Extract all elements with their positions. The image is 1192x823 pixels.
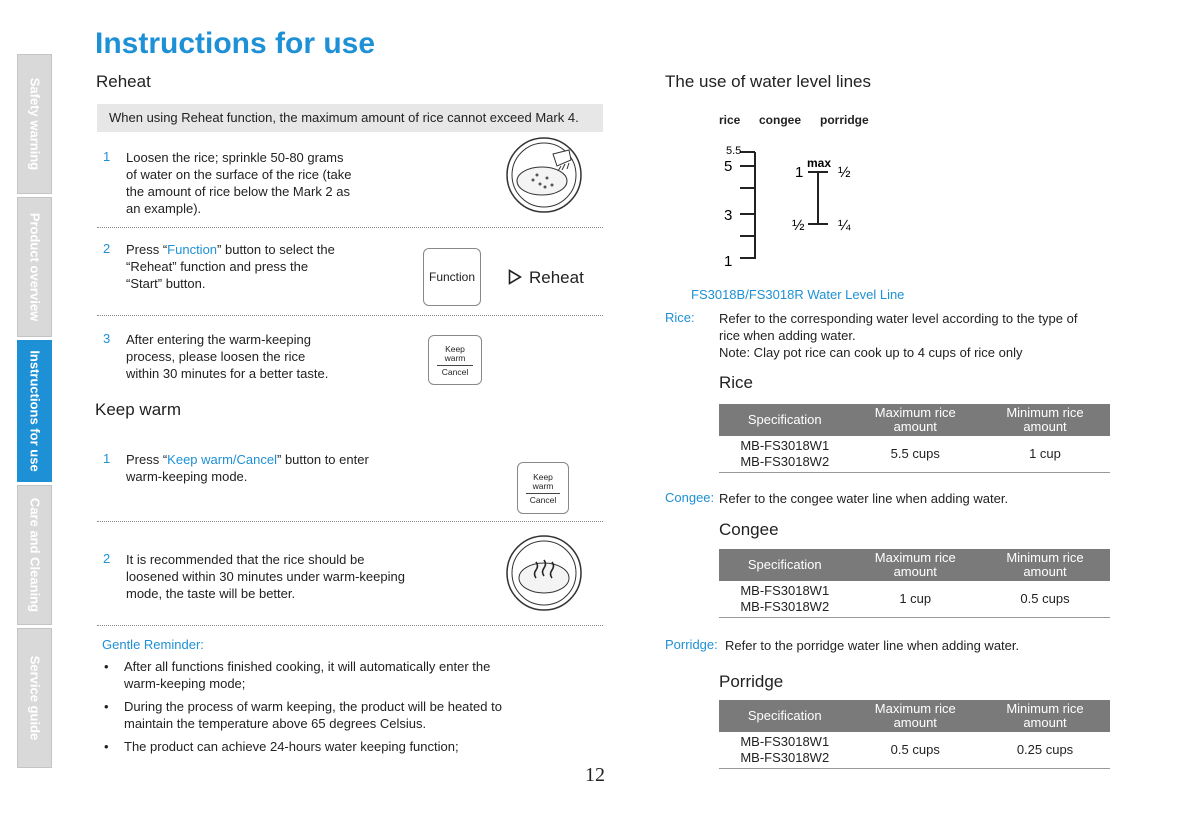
table-header: Minimum rice amount <box>980 549 1110 581</box>
table-header: Specification <box>719 700 851 732</box>
left-mark: ½ <box>792 217 805 234</box>
scale-label: 1 <box>724 253 733 270</box>
step-number: 3 <box>103 331 111 346</box>
tab-care-and-cleaning[interactable]: Care and Cleaning <box>17 485 52 625</box>
tab-safety-warning[interactable]: Safety warning <box>17 54 52 194</box>
step-number: 1 <box>103 451 111 466</box>
step-number: 2 <box>103 551 111 566</box>
max-label: max <box>807 156 832 170</box>
reminder-heading: Gentle Reminder: <box>102 637 204 652</box>
scale-top-label: 5.5 <box>726 145 742 157</box>
congee-table-title: Congee <box>719 520 779 539</box>
left-mark: 1 <box>795 164 804 181</box>
reheat-step-1: Loosen the rice; sprinkle 50-80 grams of water on the surface of the rice (take the amount of rice below the Mark 2 as an example). <box>126 150 352 216</box>
play-arrow-icon <box>508 269 522 285</box>
water-level-heading: The use of water level lines <box>665 72 871 91</box>
bullet-dot: • <box>104 739 109 754</box>
function-button[interactable]: Function <box>423 248 481 306</box>
divider <box>97 625 603 626</box>
legend-porridge: porridge <box>820 113 869 127</box>
bullet-dot: • <box>104 659 109 674</box>
rice-table <box>719 404 1110 473</box>
porridge-label: Porridge: <box>665 637 718 652</box>
page-title: Instructions for use <box>95 27 376 60</box>
right-mark: ½ <box>838 164 851 181</box>
congee-label: Congee: <box>665 490 715 505</box>
rice-bowl-steam-icon <box>505 534 583 612</box>
porridge-table <box>719 700 1110 769</box>
table-row: MB-FS3018W1 MB-FS3018W2 0.5 cups 0.25 cups <box>719 732 1110 769</box>
porridge-text: Refer to the porridge water line when adding water. <box>725 638 1020 653</box>
tab-service-guide[interactable]: Service guide <box>17 628 52 768</box>
tab-instructions-for-use[interactable]: Instructions for use <box>17 340 52 482</box>
right-mark: ¼ <box>838 217 851 234</box>
scale-label: 3 <box>724 207 733 224</box>
step-number: 2 <box>103 241 111 256</box>
keep-warm-step-2: It is recommended that the rice should be loosened within 30 minutes under warm-keeping mode, the taste will be better. <box>126 552 405 601</box>
reheat-heading: Reheat <box>96 72 151 91</box>
bullet-dot: • <box>104 699 109 714</box>
porridge-table-title: Porridge <box>719 672 784 691</box>
table-header: Maximum rice amount <box>851 700 981 732</box>
scale-label: 5 <box>724 158 733 175</box>
keep-warm-cancel-button[interactable]: Keep warm Cancel <box>428 335 482 385</box>
reminder-item: After all functions finished cooking, it will automatically enter the warm-keeping mode; <box>124 659 491 691</box>
rice-text: Refer to the corresponding water level according to the type of rice when adding water. Note: Clay pot rice can cook up to 4 cups of rice only <box>719 311 1078 360</box>
table-header: Specification <box>719 404 851 436</box>
step-number: 1 <box>103 149 111 164</box>
table-row: MB-FS3018W1 MB-FS3018W2 1 cup 0.5 cups <box>719 581 1110 618</box>
reheat-note: When using Reheat function, the maximum amount of rice cannot exceed Mark 4. <box>97 104 603 132</box>
legend-congee: congee <box>759 113 802 127</box>
divider <box>97 315 603 316</box>
water-level-diagram <box>720 140 860 270</box>
keep-warm-cancel-button[interactable]: Keep warm Cancel <box>517 462 569 514</box>
congee-table <box>719 549 1110 618</box>
table-header: Minimum rice amount <box>980 700 1110 732</box>
reminder-item: The product can achieve 24-hours water keeping function; <box>124 739 459 754</box>
keep-warm-step-1: Press “Keep warm/Cancel” button to enter warm-keeping mode. <box>126 452 369 484</box>
keep-warm-heading: Keep warm <box>95 400 181 419</box>
diagram-caption: FS3018B/FS3018R Water Level Line <box>691 287 905 302</box>
table-header: Maximum rice amount <box>851 549 981 581</box>
divider <box>97 521 603 522</box>
congee-text: Refer to the congee water line when adding water. <box>719 491 1009 506</box>
divider <box>97 227 603 228</box>
table-row: MB-FS3018W1 MB-FS3018W2 5.5 cups 1 cup <box>719 436 1110 473</box>
table-header: Maximum rice amount <box>851 404 981 436</box>
reminder-item: During the process of warm keeping, the product will be heated to maintain the temperature above 65 degrees Celsius. <box>124 699 502 731</box>
table-header: Specification <box>719 549 851 581</box>
tab-product-overview[interactable]: Product overview <box>17 197 52 337</box>
rice-table-title: Rice <box>719 373 754 392</box>
rice-label: Rice: <box>665 310 695 325</box>
rice-bowl-sprinkle-icon <box>505 136 583 214</box>
reheat-label: Reheat <box>529 268 584 287</box>
table-header: Minimum rice amount <box>980 404 1110 436</box>
reheat-step-2: Press “Function” button to select the “Reheat” function and press the “Start” button. <box>126 242 335 291</box>
legend-rice: rice <box>719 113 741 127</box>
reheat-step-3: After entering the warm-keeping process, please loosen the rice within 30 minutes for a better taste. <box>126 332 329 381</box>
page-number: 12 <box>585 764 605 786</box>
